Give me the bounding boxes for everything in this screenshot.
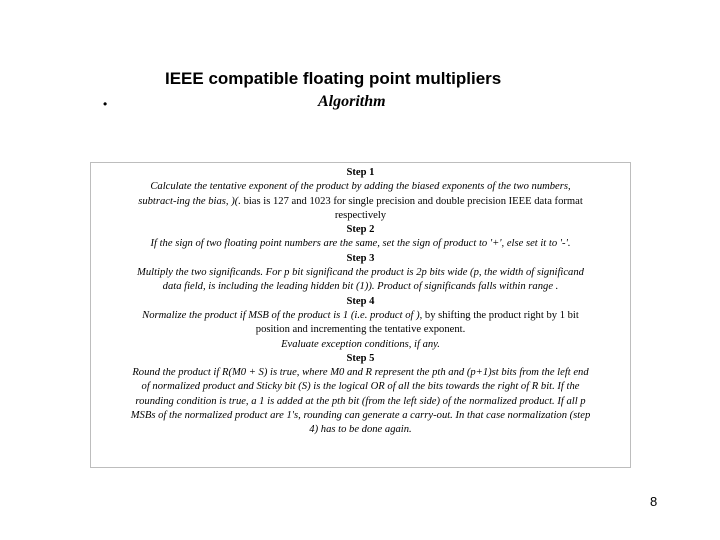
step-text-upright: position and incrementing the tentative exponent. — [255, 324, 466, 336]
step-line — [94, 409, 627, 423]
step-line — [94, 195, 627, 209]
step-line — [94, 323, 627, 337]
step-line — [94, 309, 627, 323]
step-text-italic: Evaluate exception conditions, if any. — [281, 338, 440, 350]
step-heading: Step 3 — [346, 252, 375, 264]
step-text-upright: bias is 127 and 1023 for single precision and double precision IEEE data format — [240, 195, 583, 207]
step-text-upright: respectively — [334, 209, 387, 221]
step-text-italic: subtract-ing the bias, )(. — [138, 195, 241, 207]
page-number: 8 — [650, 494, 658, 509]
algorithm-steps — [94, 166, 627, 438]
step-line — [94, 380, 627, 394]
step-line — [94, 237, 627, 251]
step-line — [94, 366, 627, 380]
step-heading: Step 1 — [346, 167, 375, 178]
step-text-italic: 4) has to be done again. — [309, 424, 412, 436]
step-text-italic: data field, is including the leading hidden bit (1)). Product of significands falls within range . — [162, 281, 559, 293]
step-text-italic: Calculate the tentative exponent of the product by adding the biased exponents of the two numbers, — [150, 181, 571, 193]
step-heading: Step 5 — [346, 352, 375, 364]
step-text-italic: Normalize the product if MSB of the product is 1 (i.e. product of ), — [142, 309, 423, 321]
step-line — [94, 266, 627, 280]
step-line — [94, 423, 627, 437]
step-line — [94, 280, 627, 294]
step-heading: Step 4 — [346, 295, 375, 307]
slide-subtitle: Algorithm — [318, 93, 386, 110]
step-heading: Step 2 — [346, 224, 375, 236]
step-line — [94, 395, 627, 409]
step-text-italic: Round the product if R(M0 + S) is true, where M0 and R represent the pth and (p+1)st bits from the left end — [132, 367, 589, 379]
bullet-point: • — [103, 97, 108, 111]
step-line — [94, 338, 627, 352]
step-text-italic: MSBs of the normalized product are 1's, rounding can generate a carry-out. In that case normalization (step — [130, 410, 591, 422]
slide-title-text: IEEE compatible floating point multipliers — [165, 69, 502, 88]
step-text-italic: rounding condition is true, a 1 is added at the pth bit (from the left side) of the normalized product. If all p — [135, 395, 586, 407]
step-text-italic: Multiply the two significands. For p bit significand the product is 2p bits wide (p, the width of significand — [137, 267, 584, 279]
step-line — [94, 180, 627, 194]
step-text-italic: of normalized product and Sticky bit (S) is the logical OR of all the bits towards the right of R bit. If the — [141, 381, 580, 393]
step-text-upright: by shifting the product right by 1 bit — [422, 309, 579, 321]
step-text-italic: If the sign of two floating point numbers are the same, set the sign of product to '+', else set it to '-'. — [150, 238, 571, 250]
step-line — [94, 209, 627, 223]
